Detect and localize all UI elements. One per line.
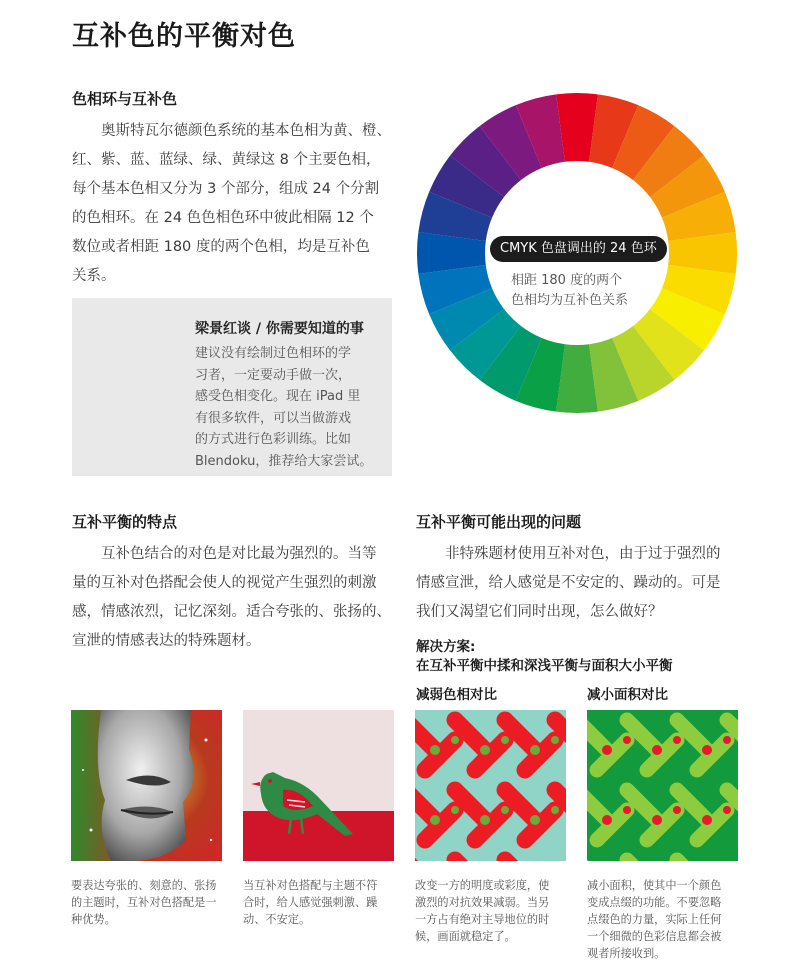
section-body-balance-features (72, 540, 402, 656)
text-line: Blendoku，推荐给大家尝试。 (195, 453, 373, 469)
tip-body (195, 343, 385, 472)
text-line: 观者所接收到。 (587, 947, 666, 960)
text-line: 动、不安定。 (243, 913, 311, 926)
tip-title: 梁景红谈 / 你需要知道的事 (195, 321, 364, 337)
text-line: 我们又渴望它们同时出现，怎么做好？ (416, 604, 663, 620)
text-line: 点缀色的力量，实际上任何 (587, 913, 722, 926)
text-line: 的色相环。在 24 色色相色环中彼此相隔 12 个 (72, 210, 374, 226)
image-pattern-area-contrast (587, 710, 738, 861)
text-line: 感，情感浓烈，记忆深刻。适合夸张的、张扬的、 (72, 604, 391, 620)
text-line: 当互补对色搭配与主题不符 (243, 879, 378, 892)
text-line: 情感宣泄，给人感觉是不安定的、躁动的。可是 (416, 575, 721, 591)
text-line: 一个细微的色彩信息都会被 (587, 930, 722, 943)
text-line: 一方占有绝对主导地位的时 (415, 913, 550, 926)
image-statue-face (71, 710, 222, 861)
text-line: 改变一方的明度或彩度，使 (415, 879, 550, 892)
text-line: 感受色相变化。现在 iPad 里 (195, 389, 361, 404)
section-heading-color-wheel: 色相环与互补色 (72, 90, 178, 108)
text-line: 非特殊题材使用互补对色，由于过于强烈的 (445, 546, 721, 562)
text-line: 每个基本色相又分为 3 个部分，组成 24 个分割 (72, 181, 380, 197)
text-line: 要表达夸张的、刻意的、张扬 (71, 879, 217, 892)
text-line: 互补色结合的对色是对比最为强烈的。当等 (101, 546, 377, 562)
image-bird (243, 710, 394, 861)
section-body-balance-problems (416, 540, 746, 627)
text-line: 建议没有绘制过色相环的学 (195, 346, 352, 361)
text-line: 种优势。 (71, 913, 116, 926)
text-line: 奥斯特瓦尔德颜色系统的基本色相为黄、橙、 (101, 123, 391, 139)
caption-area-contrast (587, 877, 745, 962)
text-line: 的方式进行色彩训练。比如 (195, 432, 352, 447)
section-body-color-wheel (72, 117, 402, 291)
caption-hue-contrast (415, 877, 573, 945)
text-line: 宣泄的情感表达的特殊题材。 (72, 633, 261, 649)
text-line: 相距 180 度的两个 (511, 273, 623, 288)
text-line: 量的互补对色搭配会使人的视觉产生强烈的刺激 (72, 575, 377, 591)
text-line: 习者，一定要动手做一次， (195, 367, 352, 383)
page-title: 互补色的平衡对色 (72, 21, 296, 52)
text-line: 的主题时，互补对色搭配是一 (71, 896, 217, 909)
solution-line: 在互补平衡中揉和深浅平衡与面积大小平衡 (416, 658, 673, 674)
text-line: 激烈的对抗效果减弱。当另 (415, 896, 550, 909)
text-line: 变成点缀的功能。不要忽略 (587, 896, 722, 909)
image-pattern-hue-contrast (415, 710, 566, 861)
section-heading-balance-problems: 互补平衡可能出现的问题 (416, 513, 582, 531)
text-line: 候，画面就稳定了。 (415, 930, 516, 943)
text-line: 色相均为互补色关系 (511, 293, 629, 308)
caption-statue (71, 877, 229, 928)
text-line: 关系。 (72, 268, 116, 284)
solution-title: 解决方案: (416, 639, 476, 655)
text-line: 减小面积，使其中一个颜色 (587, 879, 722, 892)
subheading-area-contrast: 减小面积对比 (587, 687, 668, 703)
wheel-note (511, 271, 661, 311)
section-heading-balance-features: 互补平衡的特点 (72, 513, 178, 531)
text-line: 合时，给人感觉强刺激、躁 (243, 896, 378, 909)
caption-bird (243, 877, 401, 928)
text-line: 红、紫、蓝、蓝绿、绿、黄绿这 8 个主要色相， (72, 152, 381, 168)
wheel-label: CMYK 色盘调出的 24 色环 (490, 236, 667, 262)
subheading-hue-contrast: 减弱色相对比 (416, 687, 497, 703)
text-line: 数位或者相距 180 度的两个色相，均是互补色 (72, 239, 370, 255)
text-line: 有很多软件，可以当做游戏 (195, 410, 352, 426)
